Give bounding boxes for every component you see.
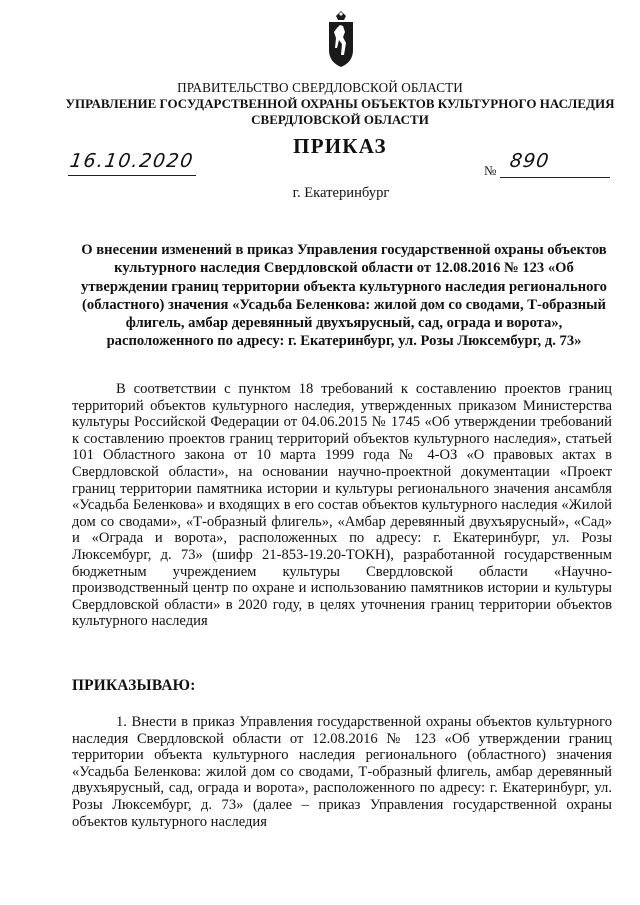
number-underline [500, 177, 610, 178]
document-number: 890 [508, 150, 551, 172]
preamble-paragraph [72, 381, 612, 630]
document-type: ПРИКАЗ [293, 134, 387, 158]
government-name: ПРАВИТЕЛЬСТВО СВЕРДЛОВСКОЙ ОБЛАСТИ [177, 80, 463, 95]
document-city: г. Екатеринбург [292, 185, 390, 201]
document-date: 16.10.2020 [68, 150, 196, 172]
number-label: № [484, 163, 497, 178]
order-heading: ПРИКАЗЫВАЮ: [72, 677, 196, 694]
preamble-text: В соответствии с пунктом 18 требований к составлению проектов границ территорий объектов культурного наследия, утвержденных приказом Министерства культуры Российской Федерации от 04.06.2015 № 1745 «Об утверждении требований к составлению проектов границ территорий объектов культурного наследия», статьей 101 Областного закона от 10 марта 1999 года № 4-ОЗ «О правовых актах в Свердловской области», на основании научно-проектной документации «Проект границ территории памятника истории и культуры регионального значения ансамбля «Усадьба Беленкова» и входящих в его состав объектов культурного наследия «Жилой дом со сводами», «Т-образный флигель», «Амбар деревянный двухъярусный», «Сад» и «Ограда и ворота», расположенных по адресу: г. Екатеринбург, ул. Розы Люксембург, д. 73» (шифр 21-853-19.20-ТОКН), разработанной государственным бюджетным учреждением культуры Свердловской области «Научно-производственный центр по охране и использованию памятников истории и культуры Свердловской области» в 2020 году, в целях уточнения границ территории объектов культурного наследия [72, 381, 612, 630]
order-item-1-text: 1. Внести в приказ Управления государственной охраны объектов культурного наследия Свердловской области от 12.08.2016 № 123 «Об утверждении границ территории объекта культурного наследия регионального (областного) значения «Усадьба Беленкова: жилой дом со сводами, Т-образный флигель, амбар деревянный двухъярусный, сад, ограда и ворота», расположенного по адресу: г. Екатеринбург, ул. Розы Люксембург, д. 73» (далее – приказ Управления государственной охраны объектов культурного наследия [72, 714, 612, 830]
order-item-1 [72, 714, 612, 830]
coat-of-arms-icon [326, 10, 356, 68]
date-underline [68, 175, 196, 176]
document-subject: О внесении изменений в приказ Управления государственной охраны объектов культурного наследия Свердловской области от 12.08.2016 № 123 «Об утверждении границ территории объекта культурного наследия регионального (областного) значения «Усадьба Беленкова: жилой дом со сводами, Т-образный флигель, амбар деревянный двухъярусный, сад, ограда и ворота», расположенного по адресу: г. Екатеринбург, ул. Розы Люксембург, д. 73» [81, 242, 607, 350]
department-name: УПРАВЛЕНИЕ ГОСУДАРСТВЕННОЙ ОХРАНЫ ОБЪЕКТОВ КУЛЬТУРНОГО НАСЛЕДИЯ СВЕРДЛОВСКОЙ ОБЛАСТИ [65, 96, 615, 127]
